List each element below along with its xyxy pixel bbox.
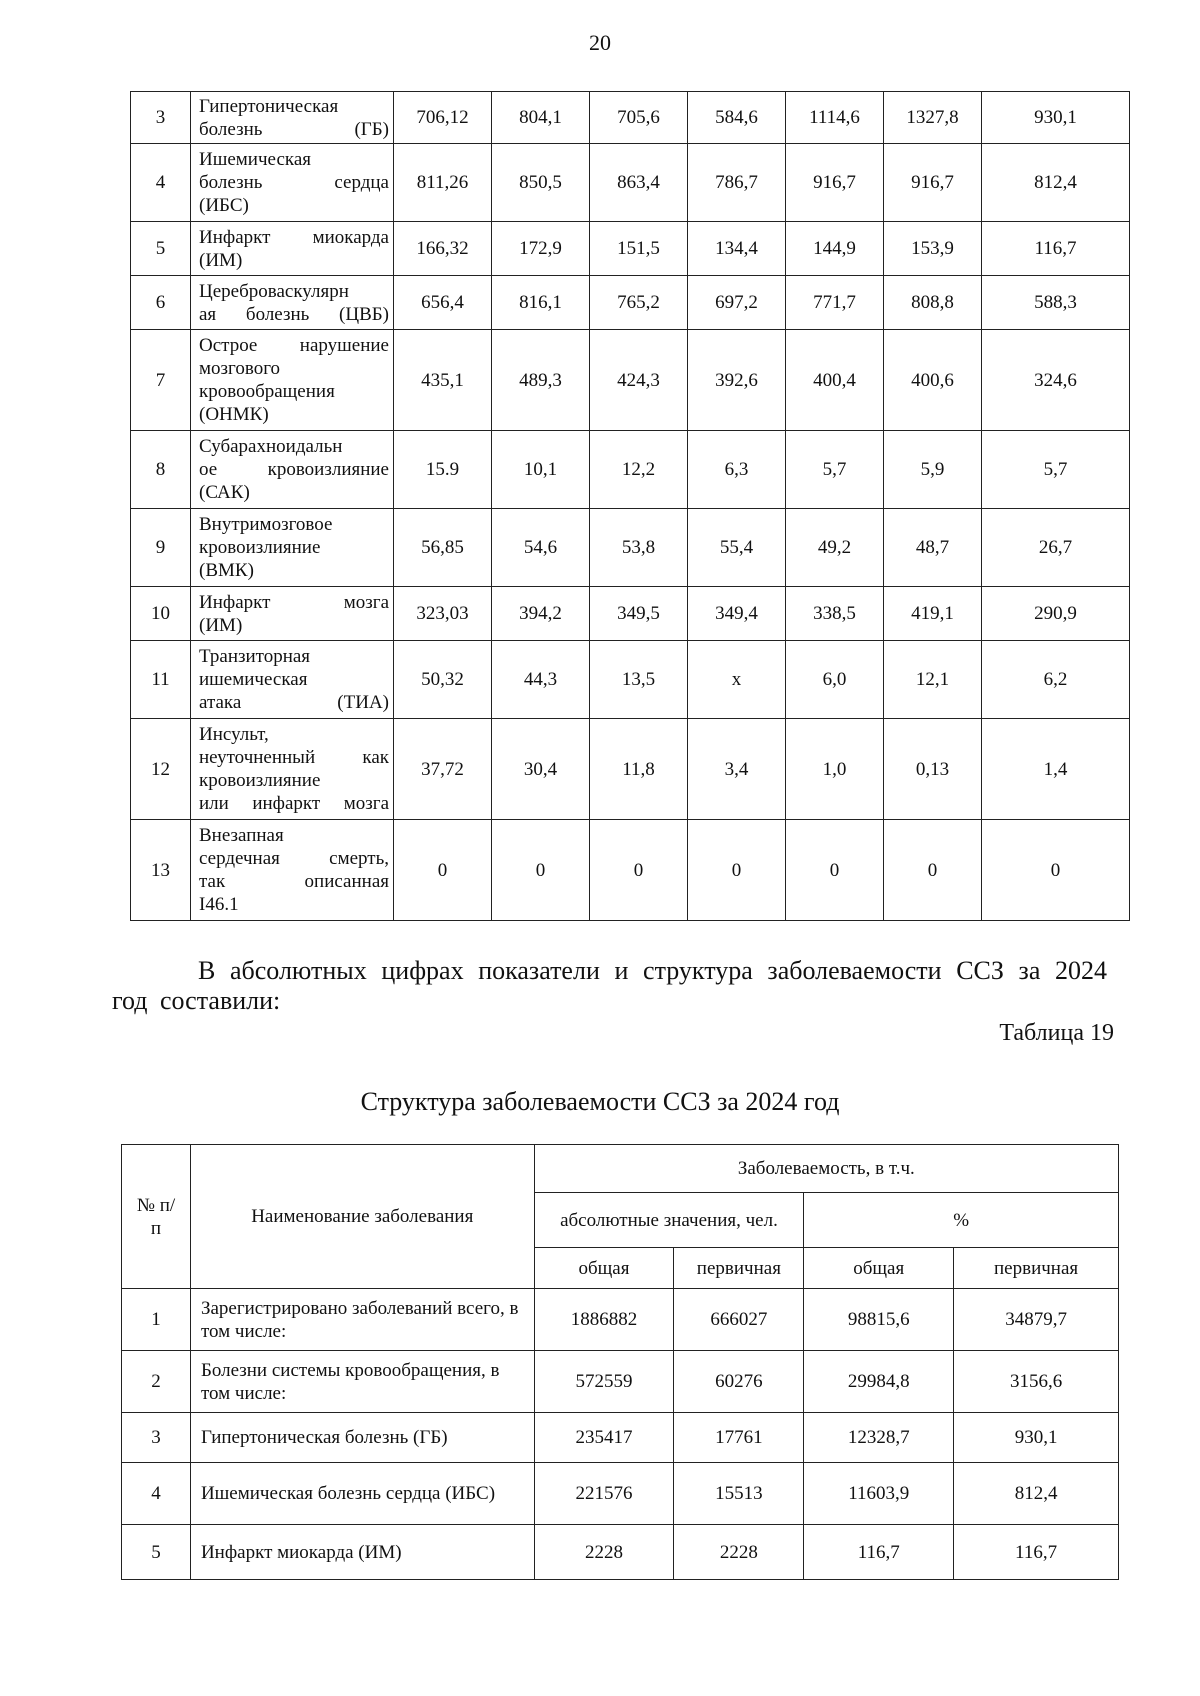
rate-cell: 5,9 — [884, 431, 982, 509]
disease-name-line: (ОНМК) — [199, 404, 269, 425]
header-num: № п/п — [122, 1145, 191, 1289]
header-percent: % — [804, 1193, 1119, 1248]
row-number: 7 — [131, 330, 191, 431]
rate-cell: 53,8 — [590, 509, 688, 587]
incidence-cell: 2228 — [534, 1525, 674, 1580]
header-absolute-values: абсолютные значения, чел. — [534, 1193, 804, 1248]
rate-cell: 930,1 — [982, 92, 1130, 144]
disease-name — [191, 587, 394, 641]
rate-cell: 863,4 — [590, 144, 688, 222]
table-row — [122, 1463, 1119, 1525]
rate-cell: 1,0 — [786, 719, 884, 820]
rate-cell: 5,7 — [786, 431, 884, 509]
disease-name-line: (ВМК) — [199, 560, 254, 581]
rate-cell: 290,9 — [982, 587, 1130, 641]
rate-cell: 812,4 — [982, 144, 1130, 222]
rate-cell: 26,7 — [982, 509, 1130, 587]
rate-cell: 588,3 — [982, 276, 1130, 330]
rate-cell: 1,4 — [982, 719, 1130, 820]
disease-name-line: атака (ТИА) — [199, 692, 389, 713]
table-title: Структура заболеваемости ССЗ за 2024 год — [360, 1087, 840, 1116]
rate-cell: 0 — [492, 820, 590, 921]
rate-cell: 15.9 — [394, 431, 492, 509]
rate-cell: 55,4 — [688, 509, 786, 587]
rate-cell: 697,2 — [688, 276, 786, 330]
rate-cell: 153,9 — [884, 222, 982, 276]
rate-cell: 808,8 — [884, 276, 982, 330]
table-row — [131, 92, 1130, 144]
incidence-cell: 572559 — [534, 1351, 674, 1413]
rate-cell: 916,7 — [884, 144, 982, 222]
incidence-cell: 60276 — [674, 1351, 804, 1413]
rate-cell: 349,5 — [590, 587, 688, 641]
rate-cell: 6,0 — [786, 641, 884, 719]
incidence-cell: 812,4 — [954, 1463, 1119, 1525]
disease-name-line: кровообращения — [199, 381, 335, 402]
rate-cell: 786,7 — [688, 144, 786, 222]
header-percent-primary: первичная — [954, 1248, 1119, 1289]
incidence-cell: 116,7 — [804, 1525, 954, 1580]
table-row — [122, 1413, 1119, 1463]
rate-cell: 392,6 — [688, 330, 786, 431]
row-number: 3 — [131, 92, 191, 144]
row-number: 2 — [122, 1351, 191, 1413]
disease-name-line: Внутримозговое — [199, 514, 333, 535]
rate-cell: 656,4 — [394, 276, 492, 330]
disease-name-line: Субарахноидальн — [199, 436, 343, 457]
row-number: 6 — [131, 276, 191, 330]
rate-cell: 394,2 — [492, 587, 590, 641]
header-absolute-total: общая — [534, 1248, 674, 1289]
disease-name — [191, 820, 394, 921]
disease-name — [191, 222, 394, 276]
disease-name-line: (САК) — [199, 482, 250, 503]
disease-name — [191, 276, 394, 330]
rate-cell: 435,1 — [394, 330, 492, 431]
rate-cell: 489,3 — [492, 330, 590, 431]
table-row — [131, 820, 1130, 921]
rate-cell: 811,26 — [394, 144, 492, 222]
table-row — [131, 222, 1130, 276]
disease-name-line: Инфаркт миокарда — [199, 226, 389, 248]
incidence-cell: 98815,6 — [804, 1289, 954, 1351]
disease-name-line: Гипертоническая — [199, 95, 339, 117]
incidence-cell: 34879,7 — [954, 1289, 1119, 1351]
rate-cell: 349,4 — [688, 587, 786, 641]
disease-name — [191, 330, 394, 431]
rate-cell: 584,6 — [688, 92, 786, 144]
rate-cell: 48,7 — [884, 509, 982, 587]
disease-name-line: (ИМ) — [199, 249, 243, 271]
rate-cell: 50,32 — [394, 641, 492, 719]
rate-cell: 804,1 — [492, 92, 590, 144]
disease-name — [191, 144, 394, 222]
table-row — [131, 276, 1130, 330]
incidence-cell: 29984,8 — [804, 1351, 954, 1413]
incidence-cell: 221576 — [534, 1463, 674, 1525]
rate-cell: 6,2 — [982, 641, 1130, 719]
ccz-incidence-structure-table — [121, 1144, 1119, 1580]
disease-name-line: Острое нарушение — [199, 335, 389, 356]
table-label: Таблица 19 — [999, 1020, 1114, 1046]
table-row — [122, 1351, 1119, 1413]
disease-name: Инфаркт миокарда (ИМ) — [190, 1525, 534, 1580]
table-row — [131, 641, 1130, 719]
rate-cell: 166,32 — [394, 222, 492, 276]
row-number: 9 — [131, 509, 191, 587]
disease-name-line: ая болезнь (ЦВБ) — [199, 303, 389, 325]
row-number: 12 — [131, 719, 191, 820]
header-percent-total: общая — [804, 1248, 954, 1289]
summary-paragraph: В абсолютных цифрах показатели и структура заболеваемости ССЗ за 2024 год составили: — [112, 956, 1107, 1015]
incidence-cell: 930,1 — [954, 1413, 1119, 1463]
rate-cell: 0,13 — [884, 719, 982, 820]
disease-name-line: болезнь сердца — [199, 172, 389, 193]
disease-name: Ишемическая болезнь сердца (ИБС) — [190, 1463, 534, 1525]
rate-cell: 850,5 — [492, 144, 590, 222]
header-disease-name: Наименование заболевания — [190, 1145, 534, 1289]
rate-cell: 323,03 — [394, 587, 492, 641]
disease-name-line: ое кровоизлияние — [199, 459, 389, 480]
disease-name: Зарегистрировано заболеваний всего, в том числе: — [190, 1289, 534, 1351]
disease-name-line: кровоизлияние — [199, 537, 321, 558]
rate-cell: 5,7 — [982, 431, 1130, 509]
rate-cell: 424,3 — [590, 330, 688, 431]
rate-cell: 12,1 — [884, 641, 982, 719]
rate-cell: 0 — [786, 820, 884, 921]
rate-cell: 56,85 — [394, 509, 492, 587]
disease-name-line: так описанная — [199, 871, 389, 892]
rate-cell: 765,2 — [590, 276, 688, 330]
incidence-cell: 15513 — [674, 1463, 804, 1525]
rate-cell: 771,7 — [786, 276, 884, 330]
rate-cell: 3,4 — [688, 719, 786, 820]
header-absolute-primary: первичная — [674, 1248, 804, 1289]
incidence-cell: 17761 — [674, 1413, 804, 1463]
rate-cell: 151,5 — [590, 222, 688, 276]
incidence-cell: 3156,6 — [954, 1351, 1119, 1413]
disease-name-line: (ИБС) — [199, 195, 249, 216]
rate-cell: 144,9 — [786, 222, 884, 276]
disease-name-line: кровоизлияние — [199, 770, 321, 791]
rate-cell: 419,1 — [884, 587, 982, 641]
disease-name-line: Цереброваскулярн — [199, 280, 349, 302]
table-row — [131, 587, 1130, 641]
row-number: 13 — [131, 820, 191, 921]
row-number: 1 — [122, 1289, 191, 1351]
disease-rates-table-continued — [130, 91, 1130, 921]
disease-name-line: неуточненный как — [199, 747, 389, 768]
rate-cell: 0 — [688, 820, 786, 921]
disease-name-line: ишемическая — [199, 669, 308, 690]
header-incidence: Заболеваемость, в т.ч. — [534, 1145, 1118, 1193]
disease-name-line: Инфаркт мозга — [199, 591, 389, 613]
disease-name — [191, 92, 394, 144]
rate-cell: 54,6 — [492, 509, 590, 587]
table-row — [122, 1289, 1119, 1351]
rate-cell: 0 — [590, 820, 688, 921]
incidence-cell: 666027 — [674, 1289, 804, 1351]
rate-cell: 10,1 — [492, 431, 590, 509]
page-number: 20 — [589, 30, 611, 55]
incidence-cell: 12328,7 — [804, 1413, 954, 1463]
disease-name — [191, 719, 394, 820]
rate-cell: 13,5 — [590, 641, 688, 719]
rate-cell: 0 — [394, 820, 492, 921]
disease-name — [191, 509, 394, 587]
rate-cell: 6,3 — [688, 431, 786, 509]
disease-name-line: сердечная смерть, — [199, 848, 389, 869]
rate-cell: 30,4 — [492, 719, 590, 820]
disease-name: Болезни системы кровообращения, в том числе: — [190, 1351, 534, 1413]
incidence-cell: 235417 — [534, 1413, 674, 1463]
row-number: 3 — [122, 1413, 191, 1463]
rate-cell: 400,4 — [786, 330, 884, 431]
row-number: 4 — [131, 144, 191, 222]
table-row — [131, 509, 1130, 587]
rate-cell: 816,1 — [492, 276, 590, 330]
rate-cell: 0 — [884, 820, 982, 921]
rate-cell: 916,7 — [786, 144, 884, 222]
disease-name — [191, 431, 394, 509]
incidence-cell: 116,7 — [954, 1525, 1119, 1580]
rate-cell: 11,8 — [590, 719, 688, 820]
rate-cell: x — [688, 641, 786, 719]
incidence-cell: 11603,9 — [804, 1463, 954, 1525]
row-number: 8 — [131, 431, 191, 509]
disease-name-line: болезнь (ГБ) — [199, 118, 389, 140]
rate-cell: 116,7 — [982, 222, 1130, 276]
rate-cell: 12,2 — [590, 431, 688, 509]
rate-cell: 0 — [982, 820, 1130, 921]
disease-name-line: Транзиторная — [199, 646, 311, 667]
disease-name-line: или инфаркт мозга — [199, 793, 389, 814]
rate-cell: 37,72 — [394, 719, 492, 820]
table-row — [131, 431, 1130, 509]
rate-cell: 705,6 — [590, 92, 688, 144]
rate-cell: 706,12 — [394, 92, 492, 144]
table-row — [131, 719, 1130, 820]
disease-name-line: Ишемическая — [199, 149, 311, 170]
incidence-cell: 2228 — [674, 1525, 804, 1580]
table-row — [122, 1525, 1119, 1580]
table-row — [131, 144, 1130, 222]
rate-cell: 400,6 — [884, 330, 982, 431]
rate-cell: 44,3 — [492, 641, 590, 719]
rate-cell: 134,4 — [688, 222, 786, 276]
disease-name-line: Внезапная — [199, 825, 284, 846]
table-row — [131, 330, 1130, 431]
rate-cell: 172,9 — [492, 222, 590, 276]
row-number: 4 — [122, 1463, 191, 1525]
row-number: 10 — [131, 587, 191, 641]
rate-cell: 324,6 — [982, 330, 1130, 431]
rate-cell: 49,2 — [786, 509, 884, 587]
rate-cell: 1327,8 — [884, 92, 982, 144]
disease-name-line: мозгового — [199, 358, 281, 379]
disease-name-line: Инсульт, — [199, 724, 269, 745]
rate-cell: 1114,6 — [786, 92, 884, 144]
row-number: 11 — [131, 641, 191, 719]
disease-name-line: (ИМ) — [199, 614, 243, 636]
row-number: 5 — [122, 1525, 191, 1580]
disease-name: Гипертоническая болезнь (ГБ) — [190, 1413, 534, 1463]
rate-cell: 338,5 — [786, 587, 884, 641]
disease-name — [191, 641, 394, 719]
incidence-cell: 1886882 — [534, 1289, 674, 1351]
disease-name-line: I46.1 — [199, 894, 239, 915]
row-number: 5 — [131, 222, 191, 276]
